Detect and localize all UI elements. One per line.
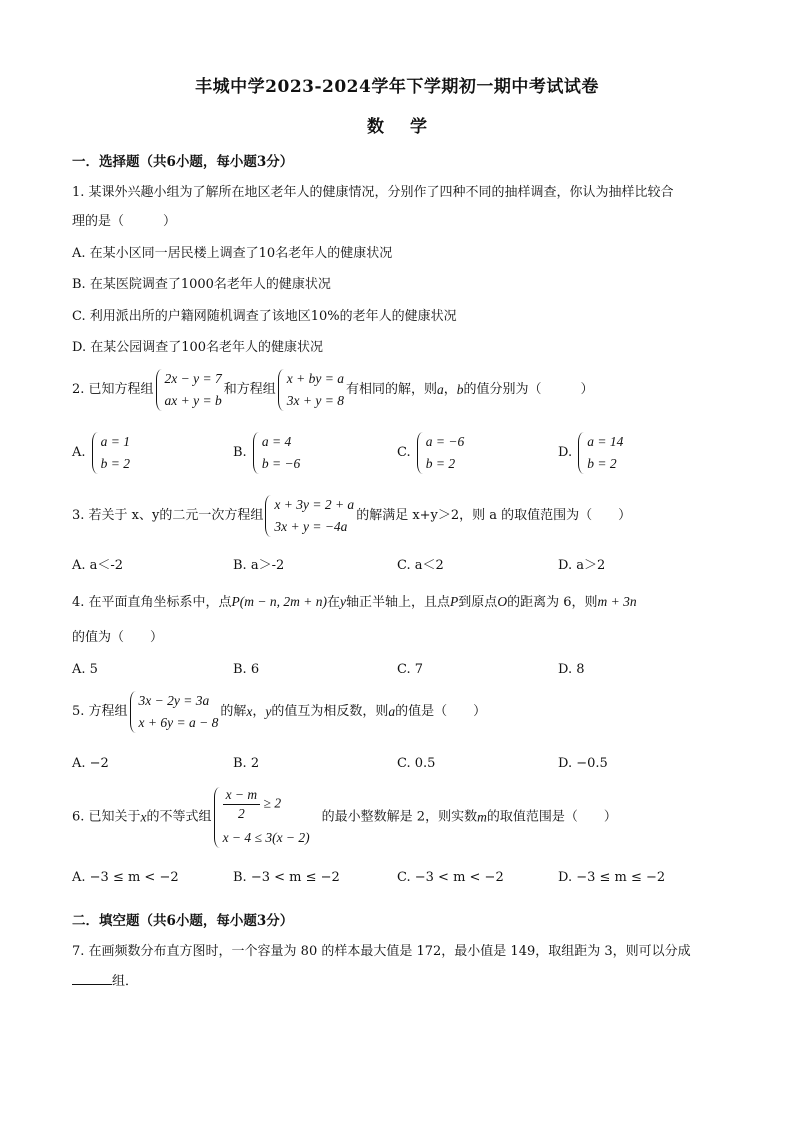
q2-option-d-label: D. [558,445,573,460]
q7-answer-blank[interactable] [72,972,112,985]
q1-option-c: C. 利用派出所的户籍网随机调查了该地区10%的老年人的健康状况 [72,309,457,324]
q2-suffix2: 的值分别为（ ） [463,382,594,397]
q2-sys1-line2: ax + y = b [164,393,222,408]
q4-point: P(m − n, 2m + n) [231,594,328,609]
q6-stem [72,786,617,849]
q6-ineq1-tail: ≥ 2 [263,795,282,811]
q7-line2-suffix: 组． [112,974,139,989]
q2-option-a-label: A. [72,445,86,460]
q5-option-c: C. 0.5 [397,756,436,771]
q2-option-b-line2: b = −6 [261,456,301,471]
q5-var-a: a [388,704,396,719]
q4-stem-line2: 的值为（ ） [72,630,164,645]
q6-prefix: 6. 已知关于 [72,809,141,825]
q3-option-d: D. a＞2 [558,558,606,573]
q2-option-d-system [578,431,623,475]
q2-system-1 [156,368,222,412]
q6-mid2: 的最小整数解是 2，则实数 [321,809,478,825]
q2-sys2-line1: x + by = a [286,371,344,386]
q3-prefix: 3. 若关于 x、y的二元一次方程组 [72,508,264,523]
q2-option-a-line2: b = 2 [100,456,131,471]
q6-frac-num: x − m [223,786,261,805]
q4-option-c: C. 7 [397,662,424,677]
q5-option-a: A. −2 [72,756,109,771]
q2-option-b-line1: a = 4 [261,434,292,449]
q6-option-c: C. −3 < m < −2 [397,870,504,885]
q4-mid3: 到原点 [458,595,498,610]
q2-option-d-line2: b = 2 [587,456,617,471]
q5-stem [72,690,486,734]
q4-var-y: y [340,594,347,609]
q7-stem-line2 [72,972,138,992]
q2-var-a: a [437,382,444,397]
q2-system-2 [278,368,344,412]
q5-sys-line1: 3x − 2y = 3a [138,693,210,708]
q4-option-d: D. 8 [558,662,585,677]
q4-expr: m + 3n [597,594,637,609]
q6-ineq1 [223,786,310,823]
q5-option-b: B. 2 [233,756,260,771]
q6-var-x: x [140,809,147,825]
q6-system [214,786,310,849]
q5-mid2: ， [252,704,266,719]
q5-var-x: x [246,704,253,719]
q7-stem-line1: 7. 在画频数分布直方图时，一个容量为 80 的样本最大值是 172，最小值是 149，取组距为 3，则可以分成 [72,944,691,959]
q1-stem-line2: 理的是（ ） [72,214,177,229]
q6-fraction [223,786,261,823]
q5-option-d: D. −0.5 [558,756,608,771]
q2-option-a [72,431,132,475]
q4-option-b: B. 6 [233,662,260,677]
q3-sys-line1: x + 3y = 2 + a [274,497,355,512]
q2-var-b: b [456,382,464,397]
q4-option-a: A. 5 [72,662,98,677]
q6-option-b: B. −3 < m ≤ −2 [233,870,340,885]
q2-option-d-line1: a = 14 [587,434,624,449]
q2-option-b-system [253,431,300,475]
q5-var-y: y [265,704,272,719]
q1-stem-line1: 1. 某课外兴趣小组为了解所在地区老年人的健康情况，分别作了四种不同的抽样调查，你认为抽样比较合 [72,185,674,200]
q5-prefix: 5. 方程组 [72,704,128,719]
q3-option-a: A. a＜-2 [72,558,124,573]
q3-sys-line2: 3x + y = −4a [274,519,348,534]
q6-ineq2: x − 4 ≤ 3(x − 2) [222,830,310,845]
q4-mid4: 的距离为 6，则 [507,595,598,610]
q2-stem [72,368,594,412]
page-title: 丰城中学2023-2024学年下学期初一期中考试试卷 [195,77,599,97]
q2-option-c-line2: b = 2 [425,456,456,471]
q2-sys2-line2: 3x + y = 8 [286,393,344,408]
q2-option-c [397,431,466,475]
q3-suffix: 的解满足 x+y＞2，则 a 的取值范围为（ ） [356,508,632,523]
q4-stem-line1 [72,592,637,613]
q2-option-b [233,431,302,475]
q3-option-c: C. a＜2 [397,558,444,573]
q4-var-o: O [497,594,508,609]
q2-option-d [558,431,625,475]
q2-option-a-system [92,431,130,475]
q2-suffix1: 有相同的解，则 [346,382,438,397]
q6-option-d: D. −3 ≤ m ≤ −2 [558,870,666,885]
q1-option-d: D. 在某公园调查了100名老年人的健康状况 [72,340,324,355]
q1-option-a: A. 在某小区同一居民楼上调查了10名老年人的健康状况 [72,246,393,261]
q6-mid1: 的不等式组 [146,809,212,825]
q2-option-c-system [417,431,464,475]
q5-sys-line2: x + 6y = a − 8 [138,715,219,730]
q4-mid1: 在 [327,595,341,610]
q3-system [265,494,354,538]
section-choice-header: 一．选择题（共6小题，每小题3分） [72,154,294,170]
q5-suffix: 的值是（ ） [395,704,487,719]
q5-mid1: 的解 [220,704,247,719]
q4-mid2: 轴正半轴上，且点 [346,595,451,610]
q5-system [130,690,219,734]
q2-option-c-label: C. [397,445,411,460]
q1-option-b: B. 在某医院调查了1000名老年人的健康状况 [72,277,331,292]
q6-frac-den: 2 [237,806,245,821]
q2-mid: 和方程组 [223,382,276,397]
q3-stem [72,494,631,538]
q6-suffix: 的取值范围是（ ） [486,809,617,825]
q4-prefix: 4. 在平面直角坐标系中，点 [72,595,232,610]
q4-var-p: P [450,594,459,609]
q2-comma: ， [443,382,457,397]
q2-option-a-line1: a = 1 [100,434,131,449]
q2-option-b-label: B. [233,445,247,460]
q2-sys1-line1: 2x − y = 7 [164,371,222,386]
q6-option-a: A. −3 ≤ m < −2 [72,870,179,885]
q2-prefix: 2. 已知方程组 [72,382,154,397]
q3-option-b: B. a＞-2 [233,558,285,573]
section-fill-header: 二．填空题（共6小题，每小题3分） [72,913,294,929]
q5-mid3: 的值互为相反数，则 [271,704,389,719]
subject-title: 数学 [367,117,453,137]
q6-var-m: m [477,809,487,825]
q2-option-c-line1: a = −6 [425,434,465,449]
